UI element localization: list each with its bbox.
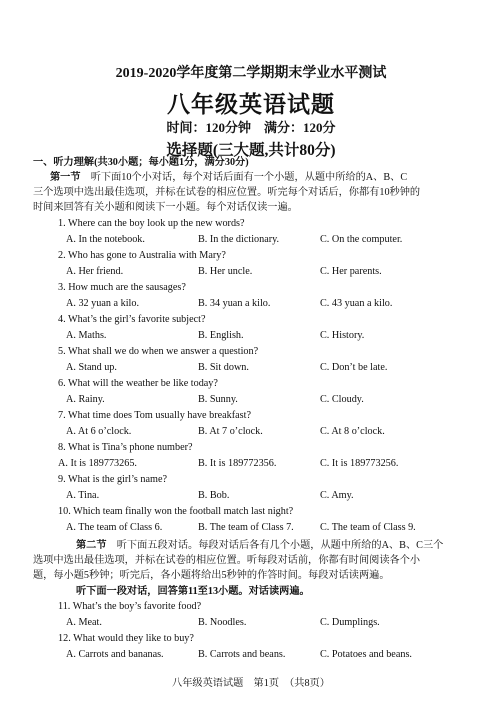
part1-instruction-line3: 时间来回答有关小题和阅读下一小题。每个对话仅读一遍。 <box>33 202 298 213</box>
option-c: C. It is 189773256. <box>320 458 399 469</box>
option-b: B. Sit down. <box>198 362 249 373</box>
option-c: C. Potatoes and beans. <box>320 649 412 660</box>
part1-instruction-line1: 第一节 听下面10个小对话，每个对话后面有一个小题，从题中所给的A、B、C <box>50 172 408 183</box>
option-a: A. Her friend. <box>66 266 124 277</box>
question-stem: 11. What’s the boy’s favorite food? <box>58 601 202 612</box>
option-b: B. English. <box>198 330 244 341</box>
option-c: C. The team of Class 9. <box>320 522 416 533</box>
question-stem: 3. How much are the sausages? <box>58 282 186 293</box>
option-a: A. In the notebook. <box>66 234 145 245</box>
question-stem: 7. What time does Tom usually have breakfast? <box>58 410 251 421</box>
option-c: C. History. <box>320 330 365 341</box>
part2-instruction-line3: 题，每小题5秒钟；听完后，各小题将给出5秒钟的作答时间。每段对话读两遍。 <box>33 570 390 581</box>
question-stem: 2. Who has gone to Australia with Mary? <box>58 250 226 261</box>
part2-instruction-line1: 第二节 听下面五段对话。每段对话后各有几个小题，从题中所给的A、B、C三个 <box>76 540 444 551</box>
option-c: C. Dumplings. <box>320 617 380 628</box>
subject-title: 八年级英语试题 <box>167 92 335 117</box>
page-footer: 八年级英语试题 第1页 （共8页） <box>172 678 330 689</box>
option-c: C. 43 yuan a kilo. <box>320 298 393 309</box>
part1-label: 第一节 <box>50 172 81 183</box>
option-b: B. Sunny. <box>198 394 238 405</box>
dialogue-note: 听下面一段对话，回答第11至13小题。对话读两遍。 <box>76 586 310 597</box>
option-a: A. The team of Class 6. <box>66 522 163 533</box>
part-title: 选择题(三大题,共计80分) <box>166 142 336 159</box>
option-a: A. Tina. <box>66 490 100 501</box>
option-c: C. Amy. <box>320 490 354 501</box>
option-a: A. Carrots and bananas. <box>66 649 164 660</box>
option-c: C. Her parents. <box>320 266 382 277</box>
option-b: B. Her uncle. <box>198 266 253 277</box>
option-a: A. Meat. <box>66 617 102 628</box>
time-info: 时间：120分钟 满分：120分 <box>166 120 336 135</box>
question-stem: 5. What shall we do when we answer a question? <box>58 346 259 357</box>
option-b: B. In the dictionary. <box>198 234 280 245</box>
part2-instruction-line2: 选项中选出最佳选项，并标在试卷的相应位置。听每段对话前，你都有时间阅读各个小 <box>33 555 421 566</box>
part2-label: 第二节 <box>76 540 107 551</box>
option-b: B. The team of Class 7. <box>198 522 294 533</box>
option-a: A. 32 yuan a kilo. <box>66 298 139 309</box>
option-a: A. At 6 o’clock. <box>66 426 132 437</box>
section1-heading: 一、听力理解(共30小题；每小题1分，满分30分) <box>33 157 249 168</box>
option-b: B. Bob. <box>198 490 230 501</box>
question-stem: 1. Where can the boy look up the new words? <box>58 218 245 229</box>
option-b: B. At 7 o’clock. <box>198 426 263 437</box>
exam-year-title: 2019-2020学年度第二学期期末学业水平测试 <box>115 66 387 81</box>
part1-instruction-line2: 三个选项中选出最佳选项，并标在试卷的相应位置。听完每个对话后，你都有10秒钟的 <box>33 187 421 198</box>
option-b: B. 34 yuan a kilo. <box>198 298 271 309</box>
question-stem: 12. What would they like to buy? <box>58 633 194 644</box>
option-c: C. Don’t be late. <box>320 362 388 373</box>
option-c: C. On the computer. <box>320 234 403 245</box>
question-stem: 8. What is Tina’s phone number? <box>58 442 193 453</box>
option-c: C. At 8 o’clock. <box>320 426 385 437</box>
option-b: B. Noodles. <box>198 617 247 628</box>
question-stem: 10. Which team finally won the football match last night? <box>58 506 294 517</box>
option-a: A. It is 189773265. <box>58 458 137 469</box>
question-stem: 6. What will the weather be like today? <box>58 378 218 389</box>
option-c: C. Cloudy. <box>320 394 364 405</box>
option-a: A. Maths. <box>66 330 107 341</box>
option-a: A. Stand up. <box>66 362 117 373</box>
question-stem: 9. What is the girl’s name? <box>58 474 168 485</box>
option-b: B. It is 189772356. <box>198 458 277 469</box>
option-b: B. Carrots and beans. <box>198 649 286 660</box>
option-a: A. Rainy. <box>66 394 105 405</box>
question-stem: 4. What’s the girl’s favorite subject? <box>58 314 206 325</box>
